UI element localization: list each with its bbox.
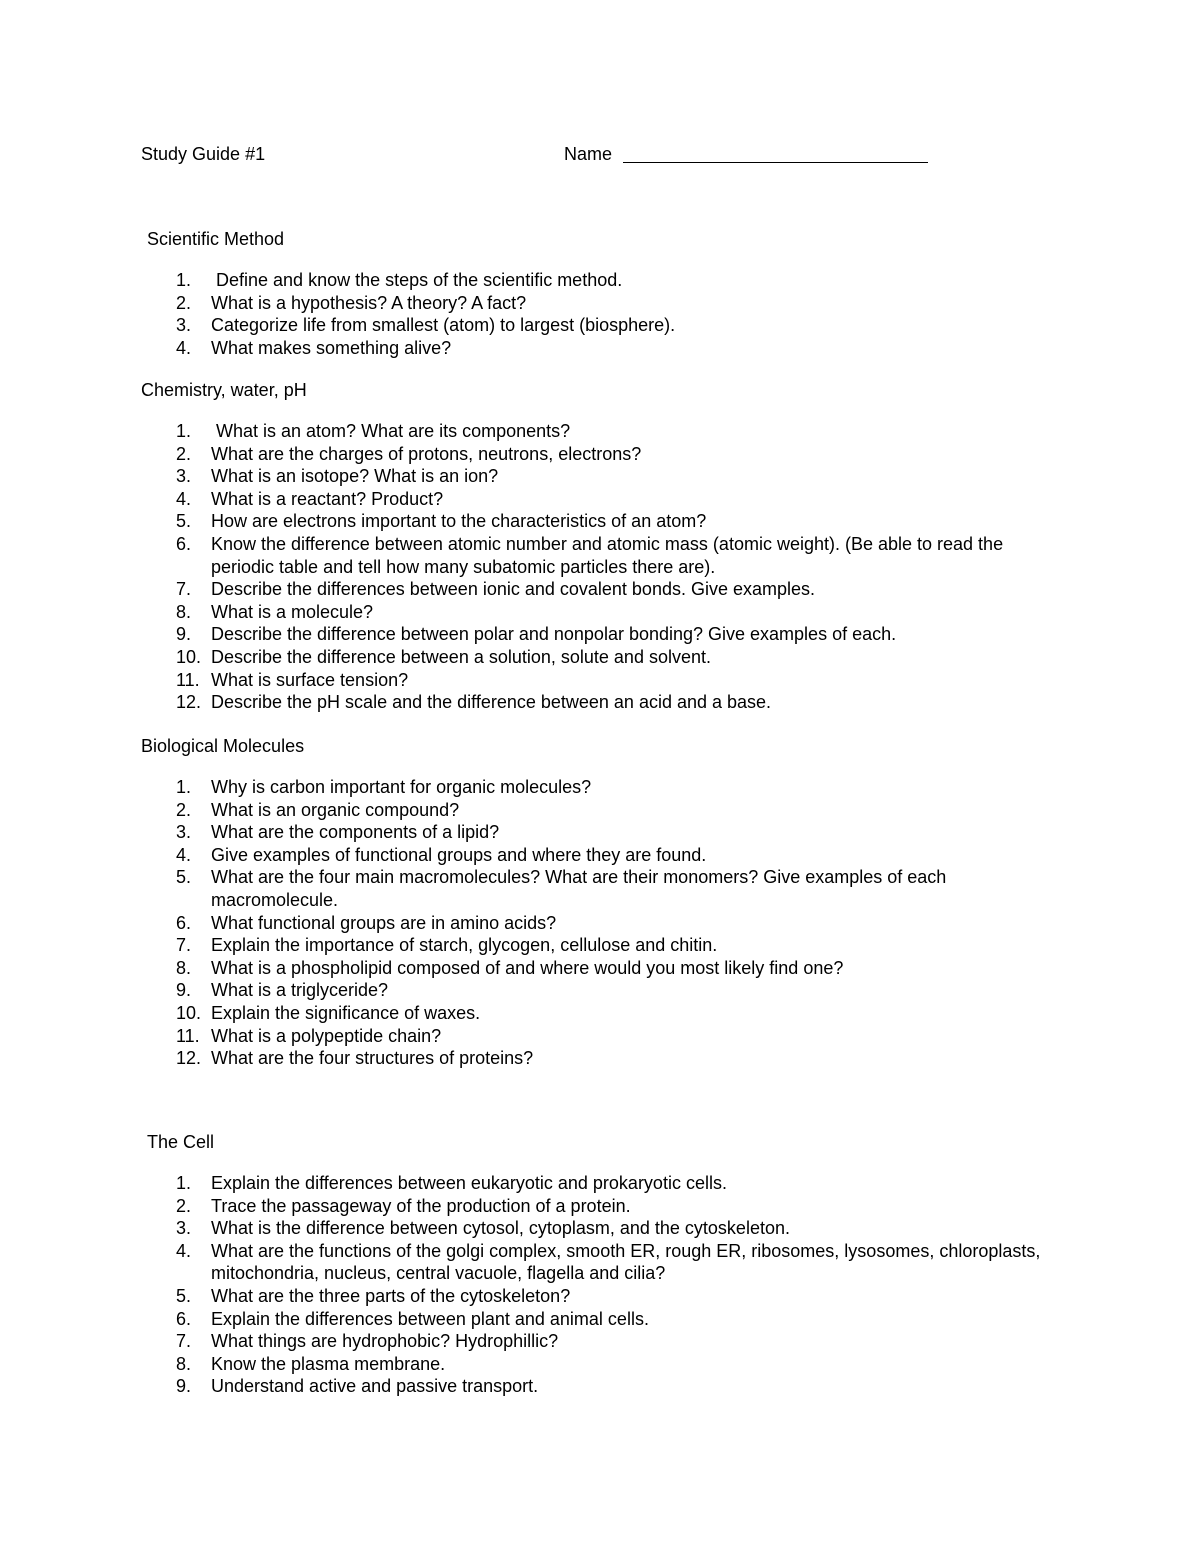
item-number: 7.	[176, 579, 192, 600]
item-number: 12.	[176, 1048, 202, 1069]
item-number: 2.	[176, 443, 192, 464]
item-text: What is a phospholipid composed of and where would you most likely find one?	[211, 957, 844, 978]
item-text: What is an organic compound?	[211, 799, 460, 820]
item-text: What are the three parts of the cytoskeleton?	[211, 1285, 571, 1306]
item-number: 11.	[176, 1025, 200, 1046]
item-number: 1.	[176, 1173, 192, 1193]
item-text: Describe the difference between polar and nonpolar bonding? Give examples of each.	[211, 624, 897, 645]
list-item	[0, 292, 1061, 315]
item-number: 11.	[176, 669, 200, 690]
list-item	[0, 1330, 1061, 1353]
list-item	[0, 844, 1061, 867]
item-number: 1.	[176, 270, 192, 290]
item-number: 6.	[176, 912, 192, 933]
list-item	[0, 912, 1061, 935]
name-blank-line	[623, 162, 928, 163]
item-text: What is an atom? What are its components?	[216, 421, 571, 441]
list-item	[0, 1217, 1061, 1240]
item-text: Explain the significance of waxes.	[211, 1002, 481, 1023]
question-list-chemistry	[0, 420, 1061, 714]
item-number: 1.	[176, 777, 192, 797]
item-text: What are the functions of the golgi complex, smooth ER, rough ER, ribosomes, lysosomes, chloroplasts, mitochondria, nucleus, central vacuole, flagella and cilia?	[211, 1240, 1041, 1284]
section-title-chemistry: Chemistry, water, pH	[141, 380, 307, 400]
item-text: Describe the differences between ionic and covalent bonds. Give examples.	[211, 579, 816, 600]
item-text: What is a triglyceride?	[211, 980, 389, 1001]
item-text: What are the four structures of proteins?	[211, 1048, 534, 1069]
item-number: 7.	[176, 935, 192, 956]
item-text: What is an isotope? What is an ion?	[211, 466, 499, 487]
item-number: 4.	[176, 844, 192, 865]
item-number: 3.	[176, 1218, 192, 1239]
item-number: 6.	[176, 533, 192, 554]
item-text: Describe the difference between a solution, solute and solvent.	[211, 646, 711, 667]
list-item	[0, 1025, 1061, 1048]
item-text: Describe the pH scale and the difference between an acid and a base.	[211, 692, 772, 713]
list-item	[0, 510, 1061, 533]
item-number: 12.	[176, 692, 202, 713]
item-number: 4.	[176, 337, 192, 358]
list-item	[0, 934, 1061, 957]
section-title-the-cell: The Cell	[147, 1132, 215, 1152]
item-text: Explain the differences between plant and animal cells.	[211, 1308, 649, 1329]
item-number: 1.	[176, 421, 192, 441]
item-number: 7.	[176, 1331, 192, 1352]
item-text: What things are hydrophobic? Hydrophillic?	[211, 1331, 559, 1352]
list-item	[0, 1195, 1061, 1218]
list-item	[0, 1375, 1061, 1398]
item-number: 4.	[176, 1240, 192, 1261]
item-text: Explain the importance of starch, glycogen, cellulose and chitin.	[211, 935, 718, 956]
list-item	[0, 866, 1061, 911]
list-item	[0, 821, 1061, 844]
list-item	[0, 465, 1061, 488]
item-number: 8.	[176, 957, 192, 978]
item-text: Explain the differences between eukaryotic and prokaryotic cells.	[211, 1173, 727, 1193]
list-item	[0, 578, 1061, 601]
document-title: Study Guide #1	[141, 144, 266, 164]
list-item	[0, 691, 1061, 714]
item-text: Know the plasma membrane.	[211, 1353, 446, 1374]
item-text: How are electrons important to the characteristics of an atom?	[211, 511, 707, 532]
item-number: 3.	[176, 315, 192, 336]
item-number: 8.	[176, 1353, 192, 1374]
item-number: 3.	[176, 466, 192, 487]
item-text: What are the charges of protons, neutrons, electrons?	[211, 443, 642, 464]
list-item	[0, 533, 1061, 578]
list-item	[0, 1285, 1061, 1308]
item-number: 8.	[176, 601, 192, 622]
list-item	[0, 1002, 1061, 1025]
item-text: What is a reactant? Product?	[211, 488, 444, 509]
item-text: Categorize life from smallest (atom) to largest (biosphere).	[211, 315, 676, 336]
list-item	[0, 799, 1061, 822]
list-item	[0, 269, 1061, 292]
item-number: 9.	[176, 624, 192, 645]
list-item	[0, 443, 1061, 466]
item-number: 10.	[176, 646, 202, 667]
item-text: What is surface tension?	[211, 669, 409, 690]
item-number: 5.	[176, 1285, 192, 1306]
item-text: Give examples of functional groups and where they are found.	[211, 844, 707, 865]
item-number: 6.	[176, 1308, 192, 1329]
item-text: Why is carbon important for organic molecules?	[211, 777, 592, 797]
list-item	[0, 623, 1061, 646]
item-text: What makes something alive?	[211, 337, 452, 358]
item-text: Define and know the steps of the scientific method.	[216, 270, 623, 290]
list-item	[0, 337, 1061, 360]
item-text: What are the components of a lipid?	[211, 822, 500, 843]
list-item	[0, 669, 1061, 692]
item-text: Understand active and passive transport.	[211, 1376, 539, 1397]
item-number: 9.	[176, 980, 192, 1001]
item-number: 9.	[176, 1376, 192, 1397]
section-title-biological-molecules: Biological Molecules	[141, 736, 305, 756]
list-item	[0, 420, 1061, 443]
name-label: Name	[564, 144, 613, 164]
item-number: 2.	[176, 1195, 192, 1216]
list-item	[0, 646, 1061, 669]
item-number: 2.	[176, 292, 192, 313]
list-item	[0, 314, 1061, 337]
item-text: What are the four main macromolecules? What are their monomers? Give examples of each macromolecule.	[211, 867, 947, 910]
list-item	[0, 957, 1061, 980]
question-list-scientific-method	[0, 269, 1061, 359]
item-number: 3.	[176, 822, 192, 843]
list-item	[0, 488, 1061, 511]
item-text: What is a molecule?	[211, 601, 374, 622]
question-list-the-cell	[0, 1172, 1061, 1398]
item-number: 2.	[176, 799, 192, 820]
item-text: What is the difference between cytosol, cytoplasm, and the cytoskeleton.	[211, 1218, 790, 1239]
document-header	[141, 143, 1041, 167]
section-title-scientific-method: Scientific Method	[147, 229, 285, 249]
question-list-biological-molecules	[0, 776, 1061, 1070]
list-item	[0, 1308, 1061, 1331]
list-item	[0, 979, 1061, 1002]
item-text: Know the difference between atomic number and atomic mass (atomic weight). (Be able to read the periodic table and tell how many subatomic particles there are).	[211, 533, 1004, 577]
list-item	[0, 1047, 1061, 1070]
list-item	[0, 776, 1061, 799]
item-text: Trace the passageway of the production of a protein.	[211, 1195, 631, 1216]
item-text: What is a hypothesis? A theory? A fact?	[211, 292, 527, 313]
list-item	[0, 1240, 1061, 1285]
item-text: What functional groups are in amino acids?	[211, 912, 557, 933]
list-item	[0, 601, 1061, 624]
list-item	[0, 1172, 1061, 1195]
item-number: 5.	[176, 511, 192, 532]
item-number: 5.	[176, 867, 192, 888]
item-number: 10.	[176, 1002, 202, 1023]
item-number: 4.	[176, 488, 192, 509]
list-item	[0, 1353, 1061, 1376]
item-text: What is a polypeptide chain?	[211, 1025, 442, 1046]
